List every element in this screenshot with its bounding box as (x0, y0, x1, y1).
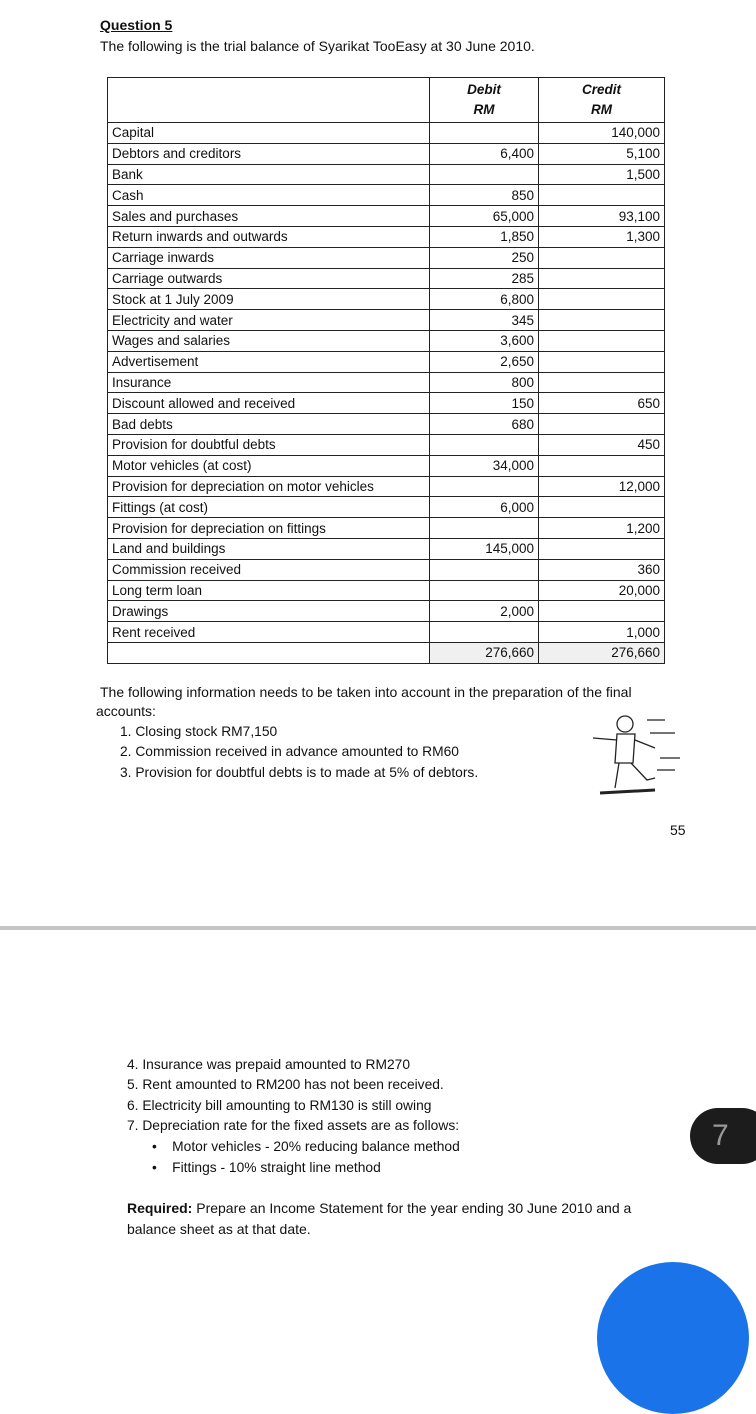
required-line-1 (127, 1200, 631, 1216)
total-row (108, 642, 665, 663)
debit-cell: 145,000 (430, 538, 539, 559)
bullet-item: • Motor vehicles - 20% reducing balance method (152, 1139, 460, 1154)
debit-cell: 65,000 (430, 206, 539, 227)
credit-cell (539, 538, 665, 559)
skateboarder-illustration (585, 708, 705, 808)
table-row (108, 226, 665, 247)
page-number: 55 (670, 822, 686, 838)
debit-cell: 1,850 (430, 226, 539, 247)
required-text: Prepare an Income Statement for the year ending 30 June 2010 and a (192, 1200, 632, 1216)
table-row (108, 330, 665, 351)
table-row (108, 580, 665, 601)
debit-cell (430, 123, 539, 144)
account-name: Provision for depreciation on motor vehicles (108, 476, 430, 497)
table-row (108, 622, 665, 643)
debit-cell: 6,800 (430, 289, 539, 310)
credit-cell: 650 (539, 393, 665, 414)
debit-cell: 2,650 (430, 351, 539, 372)
account-name: Long term loan (108, 580, 430, 601)
table-row (108, 455, 665, 476)
debit-cell: 850 (430, 185, 539, 206)
credit-cell: 12,000 (539, 476, 665, 497)
credit-cell: 1,000 (539, 622, 665, 643)
account-name: Debtors and creditors (108, 143, 430, 164)
credit-cell: 5,100 (539, 143, 665, 164)
info-item: 6. Electricity bill amounting to RM130 is still owing (127, 1098, 432, 1113)
credit-cell (539, 351, 665, 372)
bullet-text: Fittings - 10% straight line method (172, 1160, 381, 1175)
account-name: Carriage outwards (108, 268, 430, 289)
table-row (108, 476, 665, 497)
account-name: Return inwards and outwards (108, 226, 430, 247)
info-item: 3. Provision for doubtful debts is to made at 5% of debtors. (120, 765, 479, 780)
info-line-2: accounts: (96, 703, 156, 719)
bullet-item: • Fittings - 10% straight line method (152, 1160, 381, 1175)
credit-cell: 360 (539, 559, 665, 580)
info-item: 5. Rent amounted to RM200 has not been received. (127, 1077, 444, 1092)
debit-cell: 680 (430, 414, 539, 435)
account-name: Rent received (108, 622, 430, 643)
credit-cell (539, 372, 665, 393)
debit-cell (430, 164, 539, 185)
table-row (108, 393, 665, 414)
debit-cell: 6,400 (430, 143, 539, 164)
table-row (108, 559, 665, 580)
account-name: Electricity and water (108, 310, 430, 331)
credit-cell (539, 455, 665, 476)
info-item: 2. Commission received in advance amounted to RM60 (120, 744, 459, 759)
account-name: Capital (108, 123, 430, 144)
credit-cell (539, 185, 665, 206)
required-label: Required: (127, 1200, 193, 1216)
intro-text: The following is the trial balance of Syarikat TooEasy at 30 June 2010. (100, 38, 535, 54)
account-name: Stock at 1 July 2009 (108, 289, 430, 310)
table-row (108, 268, 665, 289)
table-row (108, 601, 665, 622)
debit-cell (430, 518, 539, 539)
header-credit (539, 78, 665, 123)
page-badge[interactable]: 7 (690, 1108, 756, 1164)
account-name: Land and buildings (108, 538, 430, 559)
table-row (108, 206, 665, 227)
currency-label: RM (473, 102, 495, 117)
debit-cell: 34,000 (430, 455, 539, 476)
account-name: Motor vehicles (at cost) (108, 455, 430, 476)
credit-cell (539, 268, 665, 289)
table-row (108, 310, 665, 331)
table-row (108, 185, 665, 206)
credit-cell (539, 414, 665, 435)
account-name: Wages and salaries (108, 330, 430, 351)
debit-cell (430, 580, 539, 601)
question-title: Question 5 (100, 17, 173, 33)
table-row (108, 351, 665, 372)
info-item: 1. Closing stock RM7,150 (120, 724, 278, 739)
debit-cell (430, 559, 539, 580)
total-label (108, 642, 430, 663)
account-name: Insurance (108, 372, 430, 393)
debit-cell (430, 622, 539, 643)
header-debit (430, 78, 539, 123)
table-row (108, 518, 665, 539)
credit-cell (539, 330, 665, 351)
debit-cell: 250 (430, 247, 539, 268)
debit-cell (430, 434, 539, 455)
debit-label: Debit (467, 82, 501, 97)
debit-cell: 150 (430, 393, 539, 414)
table-row (108, 372, 665, 393)
debit-cell: 2,000 (430, 601, 539, 622)
bullet-text: Motor vehicles - 20% reducing balance method (172, 1139, 460, 1154)
debit-cell (430, 476, 539, 497)
account-name: Drawings (108, 601, 430, 622)
credit-cell: 450 (539, 434, 665, 455)
credit-label: Credit (581, 82, 621, 97)
account-name: Fittings (at cost) (108, 497, 430, 518)
credit-cell: 1,300 (539, 226, 665, 247)
account-name: Advertisement (108, 351, 430, 372)
account-name: Sales and purchases (108, 206, 430, 227)
debit-cell: 3,600 (430, 330, 539, 351)
debit-cell: 800 (430, 372, 539, 393)
credit-cell (539, 601, 665, 622)
table-row (108, 497, 665, 518)
page-divider (0, 926, 756, 930)
currency-label: RM (591, 102, 612, 117)
debit-cell: 285 (430, 268, 539, 289)
account-name: Carriage inwards (108, 247, 430, 268)
account-name: Commission received (108, 559, 430, 580)
credit-cell: 140,000 (539, 123, 665, 144)
credit-cell (539, 310, 665, 331)
account-name: Cash (108, 185, 430, 206)
account-name: Bad debts (108, 414, 430, 435)
table-row (108, 123, 665, 144)
debit-cell: 345 (430, 310, 539, 331)
table-row (108, 143, 665, 164)
table-row (108, 538, 665, 559)
account-name: Discount allowed and received (108, 393, 430, 414)
account-name: Provision for doubtful debts (108, 434, 430, 455)
info-item: 7. Depreciation rate for the fixed assets are as follows: (127, 1118, 460, 1133)
credit-cell (539, 497, 665, 518)
credit-cell (539, 289, 665, 310)
table-row (108, 247, 665, 268)
debit-cell: 6,000 (430, 497, 539, 518)
credit-cell: 93,100 (539, 206, 665, 227)
info-line-1: The following information needs to be taken into account in the preparation of the final (100, 684, 632, 700)
account-name: Bank (108, 164, 430, 185)
table-row (108, 164, 665, 185)
total-credit: 276,660 (539, 642, 665, 663)
table-row (108, 289, 665, 310)
header-blank (108, 78, 430, 123)
credit-cell: 20,000 (539, 580, 665, 601)
trial-balance-table (107, 77, 665, 664)
account-name: Provision for depreciation on fittings (108, 518, 430, 539)
table-row (108, 434, 665, 455)
required-line-2: balance sheet as at that date. (127, 1221, 311, 1237)
table-row (108, 414, 665, 435)
credit-cell (539, 247, 665, 268)
credit-cell: 1,500 (539, 164, 665, 185)
total-debit: 276,660 (430, 642, 539, 663)
floating-action-button[interactable] (597, 1262, 749, 1414)
info-item: 4. Insurance was prepaid amounted to RM270 (127, 1057, 411, 1072)
credit-cell: 1,200 (539, 518, 665, 539)
